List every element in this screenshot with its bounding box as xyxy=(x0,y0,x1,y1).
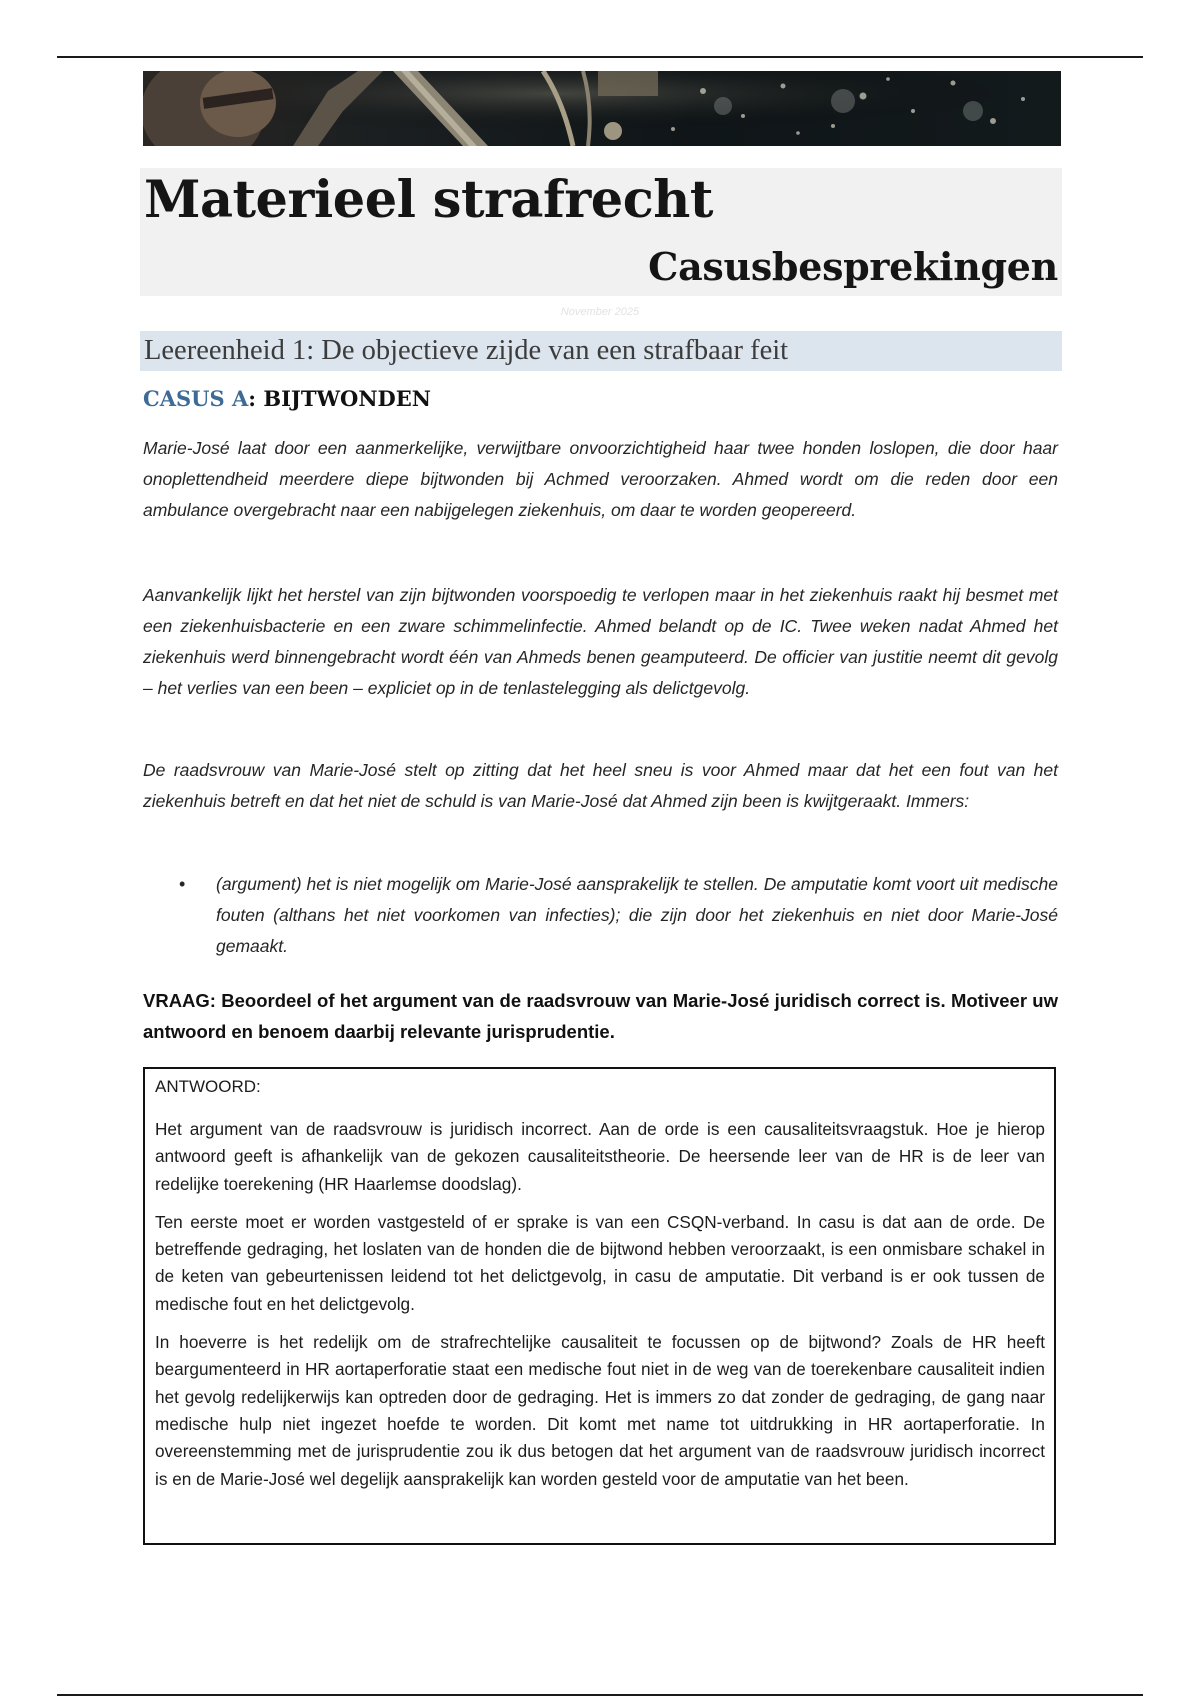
case-paragraph-2: Aanvankelijk lijkt het herstel van zijn bijtwonden voorspoedig te verlopen maar in het ziekenhuis raakt hij besmet met een ziekenhuisbacterie en een zware schimmelinfectie. Ahmed belandt op de IC. Twee weken nadat Ahmed het ziekenhuis werd binnengebracht wordt één van Ahmeds benen geamputeerd. De officier van justitie neemt dit gevolg – het verlies van een been – expliciet op in de tenlastelegging als delictgevolg. xyxy=(143,585,1058,698)
unit-heading: Leereenheid 1: De objectieve zijde van een strafbaar feit xyxy=(140,331,1062,371)
top-rule xyxy=(57,56,1143,58)
bottom-rule xyxy=(57,1694,1143,1696)
header-banner-image xyxy=(143,71,1061,146)
argument-text: (argument) het is niet mogelijk om Marie-José aansprakelijk te stellen. De amputatie komt voort uit medische fouten (althans het niet voorkomen van infecties); die zijn door het ziekenhuis en niet door Marie-José gemaakt. xyxy=(216,874,1058,956)
justice-statue-icon xyxy=(143,71,1061,146)
document-date: November 2025 xyxy=(560,306,640,318)
case-label: CASUS A xyxy=(143,386,249,411)
argument-bullet xyxy=(143,869,1058,962)
answer-label: ANTWOORD: xyxy=(155,1077,261,1096)
title-box xyxy=(140,168,1062,296)
answer-paragraph-2: Ten eerste moet er worden vastgesteld of er sprake is van een CSQN-verband. In casu is dat aan de orde. De betreffende gedraging, het loslaten van de honden die de bijtwond hebben veroorzaakt, is een onmisbare schakel in de keten van gebeurtenissen leidend tot het delictgevolg, in casu de amputatie. Dit verband is er ook tussen de medische fout en het delictgevolg. xyxy=(155,1211,1045,1314)
case-paragraph-3: De raadsvrouw van Marie-José stelt op zitting dat het heel sneu is voor Ahmed maar dat het een fout van het ziekenhuis betreft en dat het niet de schuld is van Marie-José dat Ahmed zijn been is kwijtgeraakt. Immers: xyxy=(143,760,1058,811)
case-title: : BIJTWONDEN xyxy=(248,386,431,411)
answer-paragraph-3: In hoeverre is het redelijk om de strafrechtelijke causaliteit te focussen op de bijtwond? Zoals de HR heeft beargumenteerd in HR aortaperforatie staat een medische fout niet in de weg van de toerekenbare causaliteit indien het gevolg redelijkerwijs kan optreden door de gedraging. Het is immers zo dat zonder de gedraging, de gang naar medische hulp niet ingezet hoefde te worden. Dit komt met name tot uitdrukking in HR aortaperforatie. In overeenstemming met de jurisprudentie zou ik dus betogen dat het argument van de raadsvrouw juridisch incorrect is en de Marie-José wel degelijk aansprakelijk kan worden gesteld voor de amputatie van het been. xyxy=(155,1332,1045,1489)
answer-box xyxy=(143,1067,1056,1545)
case-heading xyxy=(143,386,431,411)
bullet-icon: • xyxy=(179,874,186,894)
answer-paragraph-1: Het argument van de raadsvrouw is juridisch incorrect. Aan de orde is een causaliteitsvraagstuk. Hoe je hierop antwoord geeft is afhankelijk van de gekozen causaliteitstheorie. De heersende leer van de HR is de leer van redelijke toerekening (HR Haarlemse doodslag). xyxy=(155,1119,1045,1194)
case-paragraph-1: Marie-José laat door een aanmerkelijke, verwijtbare onvoorzichtigheid haar twee honden loslopen, die door haar onoplettendheid meerdere diepe bijtwonden bij Achmed veroorzaken. Ahmed wordt om die reden door een ambulance overgebracht naar een nabijgelegen ziekenhuis, om daar te worden geopereerd. xyxy=(143,438,1058,520)
question-text: VRAAG: Beoordeel of het argument van de raadsvrouw van Marie-José juridisch correct is. Motiveer uw antwoord en benoem daarbij relevante jurisprudentie. xyxy=(143,990,1058,1042)
document-title: Materieel strafrecht xyxy=(144,170,713,230)
document-subtitle: Casusbesprekingen xyxy=(648,244,1058,289)
